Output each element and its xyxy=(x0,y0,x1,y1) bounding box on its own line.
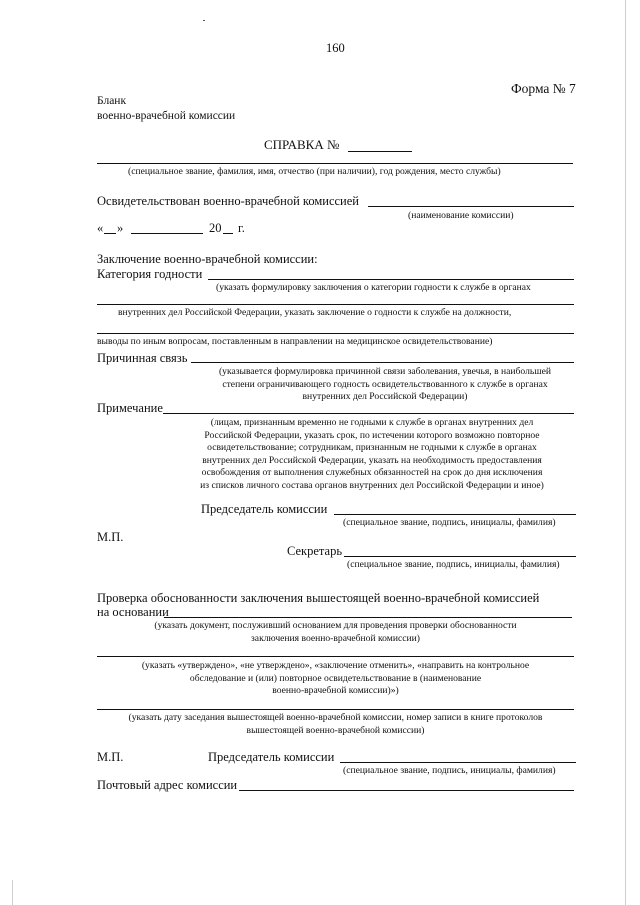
blank-label: Бланк xyxy=(97,95,127,107)
category-line[interactable] xyxy=(208,279,574,280)
chairman2-signature-line[interactable] xyxy=(340,762,576,763)
year-prefix: 20 xyxy=(209,221,222,235)
basis-hint-line: (указать документ, послуживший основанием для проведения проверки обоснованности xyxy=(154,620,517,631)
date-close-quote: » xyxy=(117,221,124,235)
chairman2-label: Председатель комиссии xyxy=(208,750,335,764)
secretary-label: Секретарь xyxy=(287,544,343,558)
review-heading: Проверка обоснованности заключения вышестоящей военно-врачебной комиссией xyxy=(97,591,540,605)
causal-line[interactable] xyxy=(191,362,574,363)
stamp-label: М.П. xyxy=(97,530,124,544)
year-line[interactable] xyxy=(223,233,233,234)
decision-hint-line: обследование и (или) повторное освидетельствование в (наименование xyxy=(189,672,482,684)
postal-address-line[interactable] xyxy=(239,790,574,791)
chairman-signature-line[interactable] xyxy=(334,514,576,515)
note-hint xyxy=(170,417,574,493)
basis-line[interactable] xyxy=(164,617,572,618)
chairman-hint: (специальное звание, подпись, инициалы, фамилия) xyxy=(343,517,556,528)
note-hint-line: внутренних дел Российской Федерации, указать на необходимость предоставления xyxy=(202,454,542,466)
date-open-quote: « xyxy=(97,221,104,235)
category-label: Категория годности xyxy=(97,267,203,281)
page-number: 160 xyxy=(326,41,345,55)
decision-hint-line: (указать «утверждено», «не утверждено», «заключение отменить», «направить на контрольное xyxy=(141,660,530,671)
secretary-hint: (специальное звание, подпись, инициалы, фамилия) xyxy=(347,559,560,570)
session-date-line[interactable] xyxy=(97,709,574,710)
causal-hint-line: внутренних дел Российской Федерации) xyxy=(302,391,468,403)
causal-hint-line: степени ограничивающего годность освидетельствованного к службе в органах xyxy=(222,378,548,390)
basis-label: на основании xyxy=(97,605,169,619)
decision-line[interactable] xyxy=(97,656,574,657)
form-label: Форма № 7 xyxy=(511,81,576,96)
category-hint-3: выводы по иным вопросам, поставленным в направлении на медицинское освидетельствование) xyxy=(97,336,493,347)
scan-speck xyxy=(203,20,205,21)
year-suffix: г. xyxy=(238,221,245,235)
category-hint-2: внутренних дел Российской Федерации, указать заключение о годности к службе на должности, xyxy=(118,307,512,318)
examined-label: Освидетельствован военно-врачебной комиссией xyxy=(97,194,359,208)
causal-hint-line: (указывается формулировка причинной связи заболевания, увечья, в наибольшей xyxy=(218,366,552,377)
commission-name-hint: (наименование комиссии) xyxy=(408,210,514,221)
decision-hint-line: военно-врачебной комиссии)») xyxy=(272,685,399,697)
conclusion-heading: Заключение военно-врачебной комиссии: xyxy=(97,252,318,266)
decision-hint xyxy=(97,660,574,698)
note-hint-line: освидетельствование; сотрудникам, признанным не годными к службе в органах xyxy=(207,442,537,454)
note-hint-line: (лицам, признанным временно не годными к службе в органах внутренних дел xyxy=(210,417,534,428)
session-date-hint-line: (указать дату заседания вышестоящей военно-врачебной комиссии, номер записи в книге протоколов xyxy=(128,712,543,723)
session-date-hint xyxy=(97,712,574,737)
category-line-3[interactable] xyxy=(97,333,574,334)
postal-label: Почтовый адрес комиссии xyxy=(97,778,238,792)
commission-name-line[interactable] xyxy=(368,206,574,207)
causal-label: Причинная связь xyxy=(97,351,188,365)
note-hint-line: Российской Федерации, указать срок, по истечении которого возможно повторное xyxy=(204,429,540,441)
scan-edge-bottom-left xyxy=(12,880,13,905)
category-line-2[interactable] xyxy=(97,304,574,305)
basis-hint xyxy=(97,620,574,645)
note-label: Примечание xyxy=(97,401,163,415)
certificate-title: СПРАВКА № xyxy=(264,137,340,152)
month-line[interactable] xyxy=(131,233,203,234)
scan-edge-right xyxy=(625,0,626,905)
day-line[interactable] xyxy=(104,233,116,234)
note-line[interactable] xyxy=(163,413,574,414)
chairman-label: Председатель комиссии xyxy=(201,502,328,516)
person-line[interactable] xyxy=(97,163,573,164)
category-hint-1: (указать формулировку заключения о категории годности к службе в органах xyxy=(216,282,531,293)
person-hint: (специальное звание, фамилия, имя, отчество (при наличии), год рождения, место службы) xyxy=(128,166,501,177)
certificate-number-line[interactable] xyxy=(348,151,412,152)
note-hint-line: освобождения от выполнения служебных обязанностей на срок до дня исключения xyxy=(201,467,543,479)
chairman2-hint: (специальное звание, подпись, инициалы, фамилия) xyxy=(343,765,556,776)
note-hint-line: из списков личного состава органов внутренних дел Российской Федерации и иное) xyxy=(200,479,544,491)
causal-hint xyxy=(196,366,574,404)
basis-hint-line: заключения военно-врачебной комиссии) xyxy=(251,632,420,644)
secretary-signature-line[interactable] xyxy=(344,556,576,557)
commission-label: военно-врачебной комиссии xyxy=(97,110,236,122)
session-date-hint-line: вышестоящей военно-врачебной комиссии) xyxy=(246,724,425,736)
stamp-label-2: М.П. xyxy=(97,750,124,764)
